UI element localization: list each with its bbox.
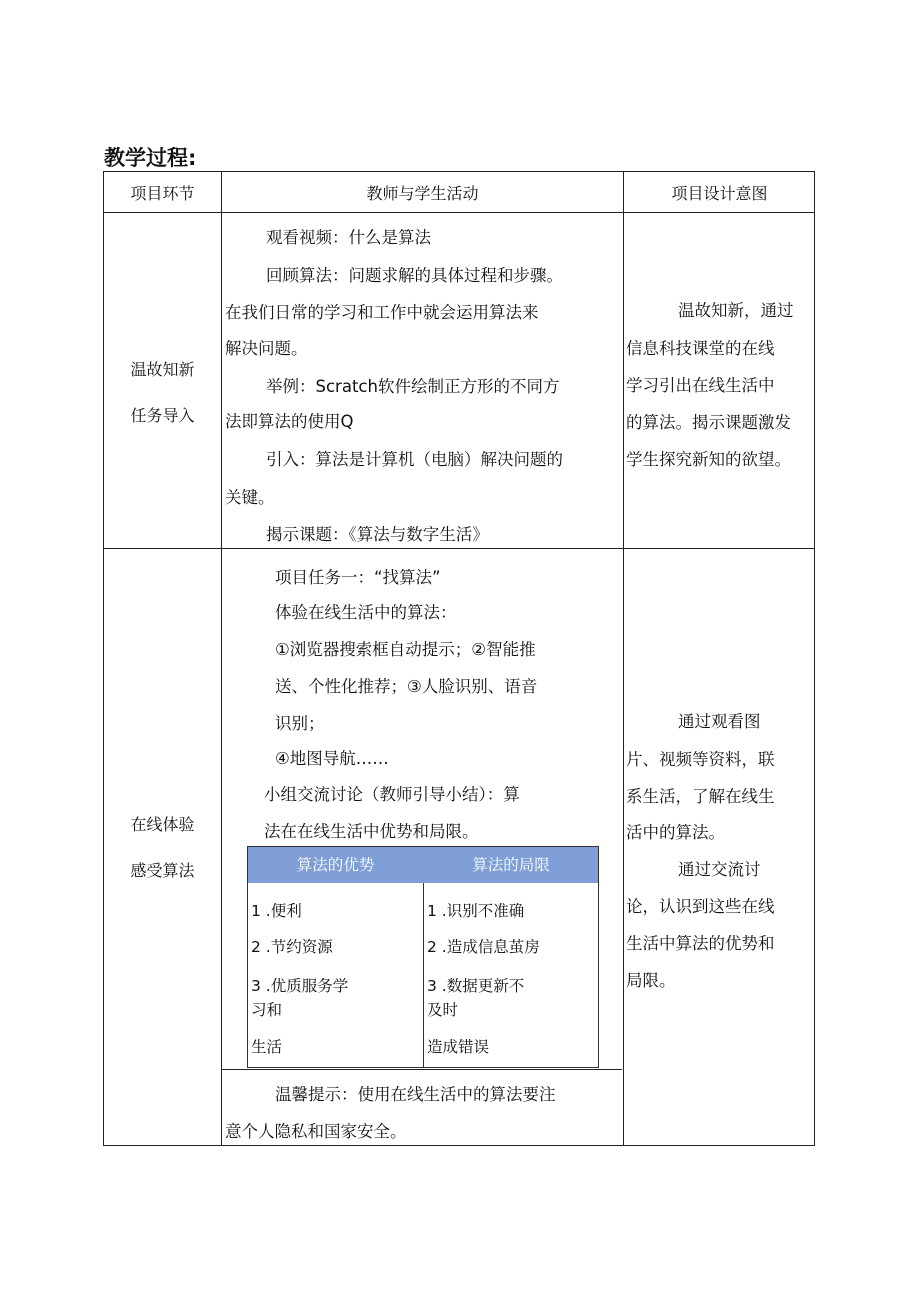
row1-intent-line: 的算法。揭示课题激发 — [626, 413, 791, 432]
row-divider — [104, 212, 814, 213]
limitation-item: 造成错误 — [427, 1038, 490, 1056]
row1-activity-line: 法即算法的使用Q — [225, 412, 354, 431]
advantage-item: 生活 — [251, 1038, 283, 1056]
row1-section-label — [104, 347, 221, 439]
row2-activity-line: ①浏览器搜索框自动提示；②智能推 — [275, 640, 536, 659]
tip-line: 温馨提示：使用在线生活中的算法要注 — [275, 1085, 556, 1104]
row2-intent-line: 局限。 — [626, 971, 676, 990]
row2-activity-line: ④地图导航…… — [275, 749, 389, 768]
row1-intent-line: 信息科技课堂的在线 — [626, 339, 775, 358]
teaching-process-table — [103, 171, 815, 1146]
advantage-item: 3 .优质服务学 — [251, 977, 349, 995]
limitation-item: 及时 — [427, 1001, 459, 1019]
row2-activity-line: 识别； — [275, 714, 325, 733]
column-divider — [623, 172, 624, 1145]
subtable-divider — [423, 883, 424, 1067]
advantage-item: 1 .便利 — [251, 902, 302, 920]
column-divider — [221, 172, 222, 1145]
row2-activity-line: 法在在线生活中优势和局限。 — [264, 822, 479, 841]
row2-activity-line: 项目任务一：“找算法” — [275, 568, 441, 587]
row-divider — [104, 548, 814, 549]
advantage-item: 习和 — [251, 1001, 283, 1019]
row2-section-line: 感受算法 — [130, 861, 195, 880]
limitation-item: 1 .识别不准确 — [427, 902, 525, 920]
advantage-item: 2 .节约资源 — [251, 938, 333, 956]
row2-section-line: 在线体验 — [130, 815, 195, 834]
row2-intent-line: 通过观看图 — [678, 712, 761, 731]
row1-activity-line: 引入：算法是计算机（电脑）解决问题的 — [266, 450, 563, 469]
header-intent: 项目设计意图 — [671, 184, 768, 203]
row2-intent-line: 生活中算法的优势和 — [626, 934, 775, 953]
row1-activity-line: 举例：Scratch软件绘制正方形的不同方 — [266, 377, 560, 396]
header-section: 项目环节 — [130, 184, 195, 203]
limitation-item: 2 .造成信息茧房 — [427, 938, 540, 956]
row2-intent-line: 论，认识到这些在线 — [626, 897, 775, 916]
row1-section-line: 任务导入 — [130, 406, 195, 425]
row1-intent-line: 学习引出在线生活中 — [626, 376, 775, 395]
row1-activity-line: 揭示课题：《算法与数字生活》 — [266, 525, 489, 544]
row1-intent-line: 学生探究新知的欲望。 — [626, 450, 791, 469]
subtable-header-advantages: 算法的优势 — [296, 856, 375, 874]
row2-activity-line: 小组交流讨论（教师引导小结）：算 — [264, 785, 520, 804]
row2-intent-line: 片、视频等资料，联 — [626, 750, 775, 769]
row1-activity-line: 解决问题。 — [225, 339, 308, 358]
row2-intent-line: 活中的算法。 — [626, 823, 725, 842]
subtable-header-row — [248, 847, 598, 883]
row2-activity-line: 体验在线生活中的算法： — [275, 603, 457, 622]
subtable-header-limitations: 算法的局限 — [472, 856, 550, 874]
row2-section-label — [104, 802, 221, 894]
row1-intent-line: 温故知新，通过 — [678, 301, 794, 320]
row1-activity-line: 关键。 — [225, 488, 275, 507]
tip-line: 意个人隐私和国家安全。 — [225, 1122, 407, 1141]
advantages-limitations-table — [247, 846, 599, 1068]
row2-intent-line: 系生活，了解在线生 — [626, 787, 775, 806]
row1-activity-line: 观看视频：什么是算法 — [266, 228, 431, 247]
row2-activity-line: 送、个性化推荐；③人脸识别、语音 — [275, 677, 538, 696]
row1-activity-line: 在我们日常的学习和工作中就会运用算法来 — [225, 303, 539, 322]
row1-section-line: 温故知新 — [130, 360, 195, 379]
limitation-item: 3 .数据更新不 — [427, 977, 525, 995]
header-activities: 教师与学生活动 — [366, 184, 479, 203]
row2-intent-line: 通过交流讨 — [678, 860, 761, 879]
page-heading: 教学过程: — [104, 146, 197, 170]
row1-activity-line: 回顾算法：问题求解的具体过程和步骤。 — [266, 266, 563, 285]
tip-divider — [221, 1069, 622, 1070]
